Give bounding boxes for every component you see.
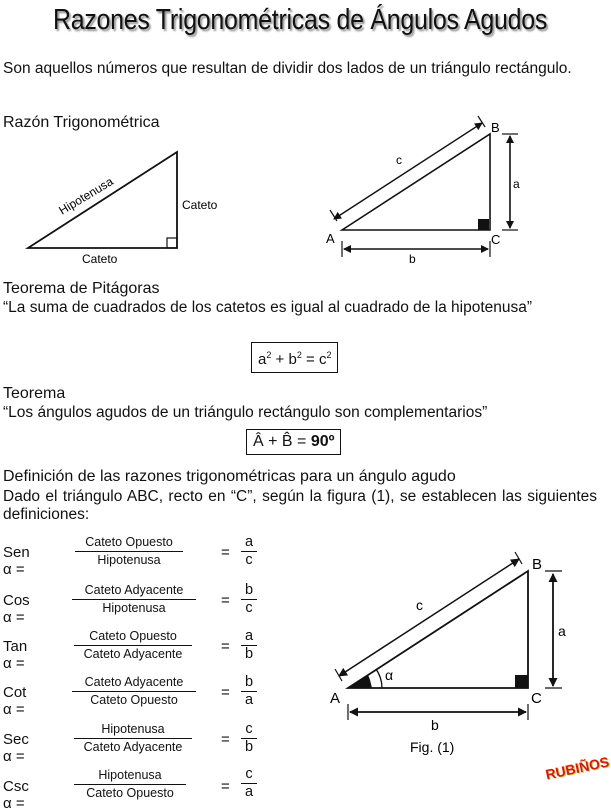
sec-letter-num: c — [241, 721, 257, 739]
sen-letter-num: a — [241, 534, 257, 552]
sen-fraction — [75, 535, 183, 567]
csc-denominator: Cateto Opuesto — [86, 786, 174, 800]
cot-numerator: Cateto Adyacente — [72, 675, 196, 692]
cot-denominator: Cateto Opuesto — [90, 693, 178, 707]
pitagoras-formula-box — [251, 342, 338, 373]
tan-numerator: Cateto Opuesto — [74, 629, 192, 646]
fig1-right-angle-mark — [515, 675, 528, 688]
labeled-triangle-shape — [342, 134, 490, 230]
formula-equals: = — [306, 351, 315, 368]
sen-name: Sen α = — [3, 544, 30, 578]
cos-numerator: Cateto Adyacente — [72, 583, 196, 600]
fig1-side-a: a — [558, 623, 566, 639]
angle-b-hat: B̂ — [281, 433, 293, 450]
basic-horizontal-leg-label: Cateto — [82, 252, 118, 266]
sec-equals: = — [221, 731, 230, 748]
fig1-vertex-b: B — [532, 556, 543, 573]
formula-b-exponent: 2 — [296, 350, 302, 360]
cos-letter-fraction — [241, 582, 257, 617]
formula-plus: + — [275, 351, 285, 368]
cot-letter-fraction — [241, 674, 257, 709]
pitagoras-heading: Teorema de Pitágoras — [3, 280, 160, 297]
page-title: Razones Trigonométricas de Ángulos Agudos — [52, 4, 548, 36]
rubinos-logo: RUBIÑOS — [544, 753, 611, 783]
formula-a: a — [258, 351, 267, 368]
csc-letter-num: c — [241, 766, 257, 784]
formula-b: b — [288, 351, 297, 368]
basic-hypotenuse-label: Hipotenusa — [56, 174, 116, 218]
side-c-label: c — [396, 153, 402, 167]
sec-letter-fraction — [241, 721, 257, 756]
teorema-formula-box — [246, 429, 341, 455]
cos-denominator: Hipotenusa — [102, 601, 166, 615]
formula-c-exponent: 2 — [326, 350, 332, 360]
basic-triangle-shape — [28, 152, 177, 248]
tan-equals: = — [221, 638, 230, 655]
cot-name: Cot α = — [3, 684, 27, 718]
formula-a-exponent: 2 — [266, 350, 272, 360]
csc-equals: = — [221, 778, 230, 795]
teorema-quote: “Los ángulos agudos de un triángulo rectángulo son complementarios” — [3, 404, 488, 421]
sec-fraction — [74, 722, 192, 754]
cot-fraction — [72, 675, 196, 707]
angle-a-hat: Â — [253, 433, 264, 450]
cot-letter-num: b — [241, 674, 257, 692]
cos-equals: = — [221, 592, 230, 609]
csc-letter-fraction — [241, 766, 257, 801]
cos-name: Cos α = — [3, 592, 30, 626]
teorema-equals: = — [297, 433, 307, 450]
tan-letter-num: a — [241, 628, 257, 646]
csc-name: Csc α = — [3, 778, 29, 812]
basic-vertical-leg-label: Cateto — [182, 198, 218, 212]
vertex-b-label: B — [491, 120, 500, 135]
labeled-right-angle-mark — [478, 219, 489, 230]
cot-equals: = — [221, 684, 230, 701]
cot-letter-den: a — [244, 692, 254, 708]
sec-name: Sec α = — [3, 731, 29, 765]
csc-fraction — [74, 768, 186, 800]
sen-denominator: Hipotenusa — [97, 553, 161, 567]
fig1-triangle-shape — [348, 571, 528, 688]
sen-numerator: Cateto Opuesto — [75, 535, 183, 552]
sec-numerator: Hipotenusa — [74, 722, 192, 739]
basic-right-angle-mark — [167, 238, 177, 248]
vertex-c-label: C — [491, 232, 501, 247]
teorema-heading: Teorema — [3, 385, 66, 402]
fig1-alpha-label: α — [385, 667, 394, 683]
figure-1-triangle — [320, 548, 585, 763]
teorema-value: 90º — [310, 433, 335, 450]
sen-letter-fraction — [241, 534, 257, 569]
triangle-diagram-basic — [20, 145, 230, 270]
csc-letter-den: a — [244, 784, 254, 800]
fig1-side-c: c — [416, 597, 423, 613]
fig1-vertex-c: C — [531, 690, 542, 707]
triangle-diagram-labeled — [320, 112, 530, 270]
vertex-a-label: A — [326, 231, 335, 246]
tan-letter-den: b — [244, 646, 254, 662]
cos-fraction — [72, 583, 196, 615]
tan-fraction — [74, 629, 192, 661]
cos-letter-num: b — [241, 582, 257, 600]
hypotenuse-dimension-arrow — [334, 123, 482, 219]
fig1-hypotenuse-arrow — [339, 559, 519, 676]
sen-equals: = — [221, 544, 230, 561]
csc-numerator: Hipotenusa — [74, 768, 186, 785]
definicion-text: Dado el triángulo ABC, recto en “C”, según la figura (1), se establecen las siguientes definiciones: — [3, 488, 597, 523]
fig1-vertex-a: A — [330, 690, 341, 707]
tan-denominator: Cateto Adyacente — [83, 647, 183, 661]
fig1-alpha-wedge — [348, 675, 372, 688]
fig1-side-b: b — [431, 717, 439, 733]
cos-letter-den: c — [245, 600, 253, 616]
formula-c: c — [318, 351, 327, 368]
tan-letter-fraction — [241, 628, 257, 663]
intro-text: Son aquellos números que resultan de dividir dos lados de un triángulo rectángulo. — [3, 60, 572, 77]
sec-letter-den: b — [244, 739, 254, 755]
side-b-label: b — [409, 252, 416, 266]
tan-name: Tan α = — [3, 638, 28, 672]
sen-letter-den: c — [245, 552, 253, 568]
definicion-heading: Definición de las razones trigonométricas para un ángulo agudo — [3, 468, 456, 485]
razon-heading: Razón Trigonométrica — [3, 114, 160, 131]
sec-denominator: Cateto Adyacente — [83, 740, 183, 754]
teorema-plus: + — [268, 433, 278, 450]
fig1-caption: Fig. (1) — [410, 739, 455, 755]
pitagoras-quote: “La suma de cuadrados de los catetos es igual al cuadrado de la hipotenusa” — [3, 299, 533, 316]
side-a-label: a — [513, 177, 520, 191]
